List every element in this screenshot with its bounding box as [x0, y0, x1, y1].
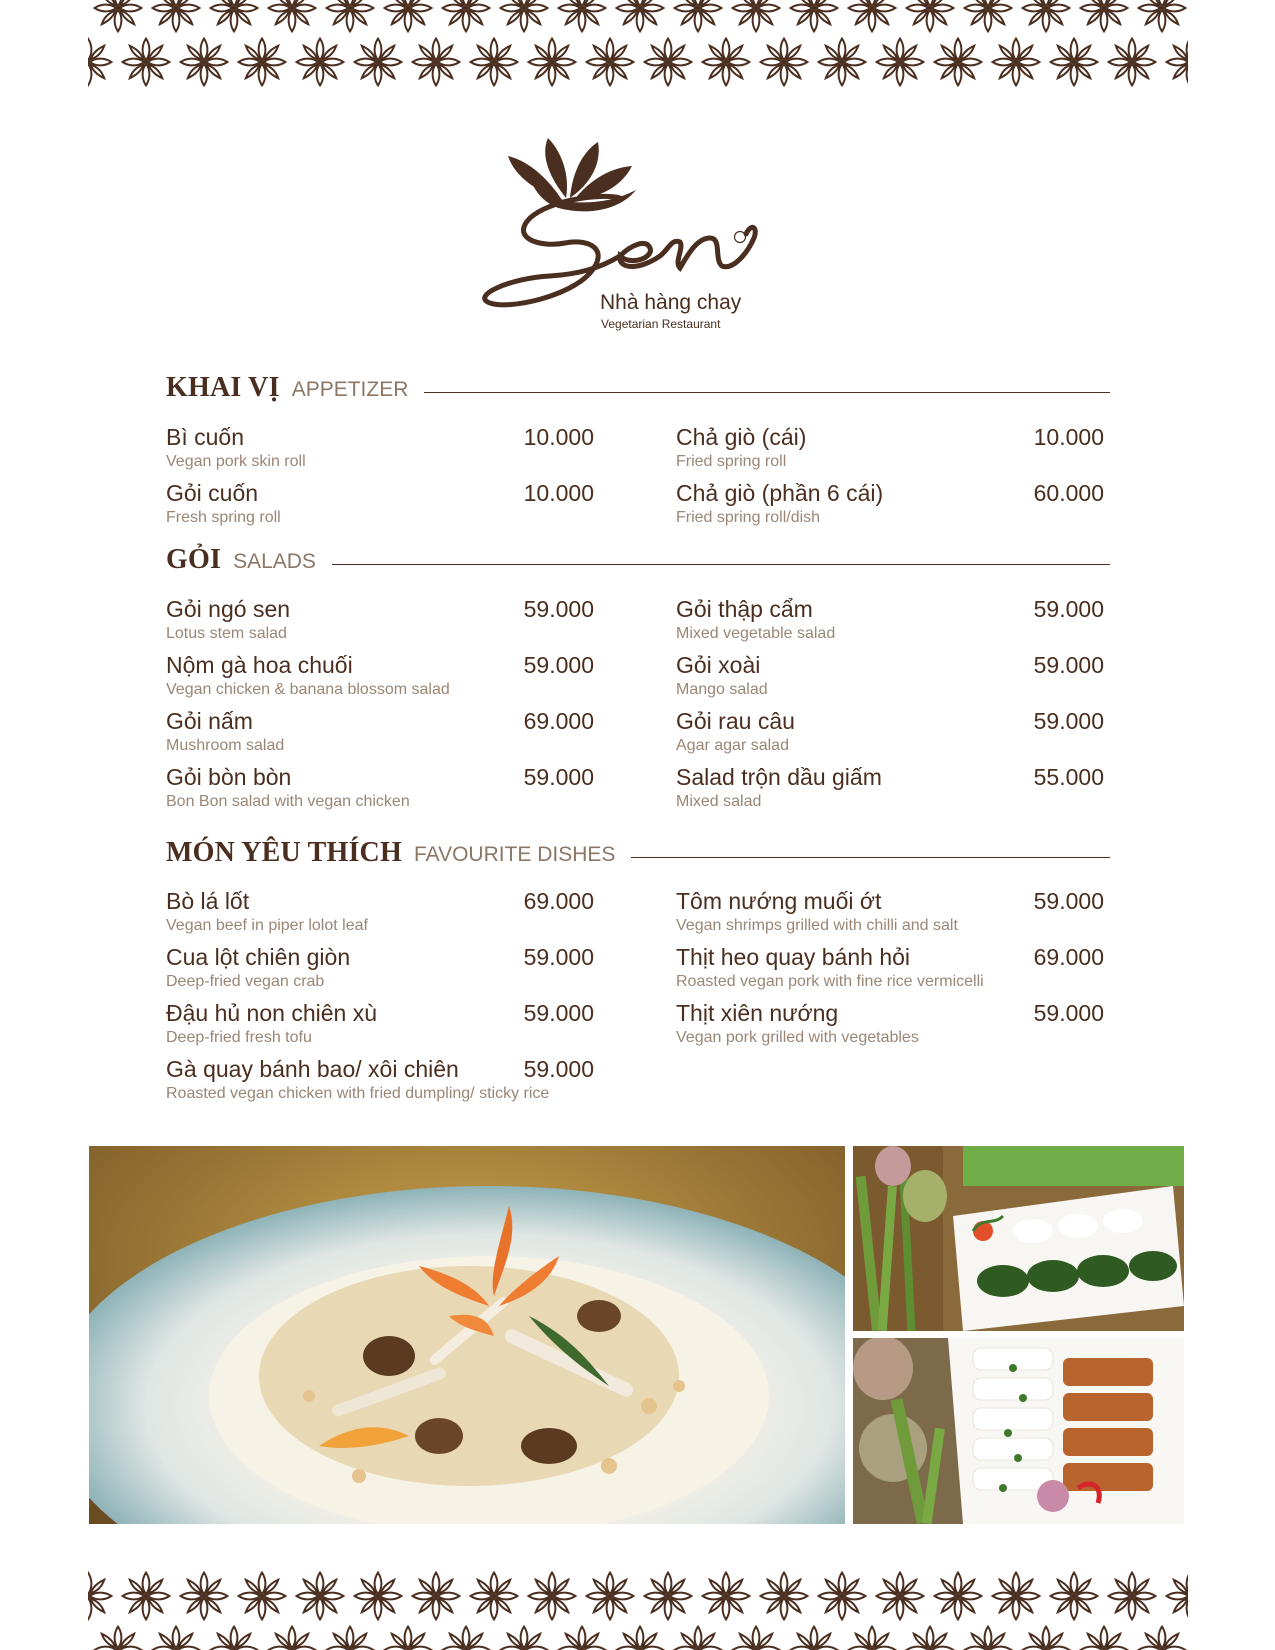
lotus-flower-icon — [703, 1573, 750, 1620]
lotus-flower-icon — [675, 1627, 722, 1650]
lotus-flower-icon — [907, 1627, 954, 1650]
menu-item — [166, 1056, 594, 1110]
lotus-flower-icon — [733, 0, 780, 31]
menu-item-price: 59.000 — [1033, 652, 1104, 678]
menu-item — [676, 764, 1104, 818]
lotus-flower-icon — [211, 1627, 258, 1650]
lotus-flower-icon — [1109, 39, 1156, 86]
menu-item-price: 55.000 — [1033, 764, 1104, 790]
section-title-en: APPETIZER — [291, 378, 409, 401]
menu-item-name: Thịt xiên nướng — [676, 1000, 839, 1026]
menu-item — [166, 944, 594, 998]
section-header-salads — [166, 544, 1110, 580]
menu-item-price: 59.000 — [523, 764, 594, 790]
menu-item-name: Gỏi thập cẩm — [676, 596, 813, 622]
lotus-flower-icon — [501, 0, 548, 31]
lotus-flower-icon — [88, 39, 111, 86]
lotus-flower-icon — [443, 1627, 490, 1650]
lotus-flower-icon — [993, 1573, 1040, 1620]
menu-item-name: Chả giò (phần 6 cái) — [676, 480, 884, 506]
lotus-flower-icon — [1051, 39, 1098, 86]
menu-item-name: Chả giò (cái) — [676, 424, 807, 450]
menu-item-price: 59.000 — [1033, 708, 1104, 734]
menu-item-description: Deep-fried fresh tofu — [166, 1029, 312, 1046]
lotus-flower-icon — [239, 1573, 286, 1620]
menu-item-description: Vegan chicken & banana blossom salad — [166, 681, 450, 698]
leaf-rolls-plate-photo — [853, 1146, 1184, 1331]
lotus-flower-icon — [935, 1573, 982, 1620]
grilled-vegan-pork-plate-photo — [853, 1338, 1184, 1524]
section-divider — [424, 392, 1110, 393]
menu-item-name: Gỏi ngó sen — [166, 596, 291, 622]
menu-item-name: Tôm nướng muối ớt — [676, 888, 882, 914]
lotus-flower-icon — [153, 0, 200, 31]
lotus-flower-icon — [385, 1627, 432, 1650]
lotus-flower-icon — [413, 1573, 460, 1620]
menu-item-description: Vegan shrimps grilled with chilli and salt — [676, 917, 958, 934]
section-divider — [631, 857, 1110, 858]
lotus-flower-icon — [819, 1573, 866, 1620]
menu-item-description: Mixed salad — [676, 793, 762, 810]
menu-item — [676, 888, 1104, 942]
menu-item-description: Roasted vegan pork with fine rice vermicelli — [676, 973, 984, 990]
menu-item — [676, 652, 1104, 706]
lotus-flower-icon — [645, 39, 692, 86]
menu-item-description: Vegan pork skin roll — [166, 453, 306, 470]
menu-item-price: 60.000 — [1033, 480, 1104, 506]
menu-item-description: Vegan beef in piper lolot leaf — [166, 917, 368, 934]
lotus-flower-icon — [327, 0, 374, 31]
menu-item — [166, 424, 594, 478]
logo-subtitle-vn: Nhà hàng chay — [600, 291, 742, 314]
menu-item — [166, 1000, 594, 1054]
menu-item-name: Nộm gà hoa chuối — [166, 652, 353, 678]
lotus-flower-icon — [791, 0, 838, 31]
lotus-flower-icon — [877, 1573, 924, 1620]
lotus-flower-icon — [587, 1573, 634, 1620]
menu-item-name: Bò lá lốt — [166, 888, 250, 914]
menu-item-description: Mushroom salad — [166, 737, 285, 754]
menu-item — [676, 944, 1104, 998]
lotus-flower-icon — [181, 39, 228, 86]
lotus-flower-icon — [559, 1627, 606, 1650]
lotus-flower-icon — [645, 1573, 692, 1620]
lotus-flower-icon — [935, 39, 982, 86]
menu-item-description: Fried spring roll — [676, 453, 787, 470]
lotus-flower-icon — [88, 1573, 111, 1620]
lotus-flower-icon — [791, 1627, 838, 1650]
menu-item-description: Bon Bon salad with vegan chicken — [166, 793, 410, 810]
menu-item — [676, 596, 1104, 650]
section-header-appetizer — [166, 372, 1110, 408]
lotus-flower-icon — [993, 39, 1040, 86]
lotus-flower-icon — [95, 0, 142, 31]
section-title-en: FAVOURITE DISHES — [413, 843, 616, 866]
menu-item-name: Gỏi cuốn — [166, 480, 259, 506]
lotus-flower-icon — [1051, 1573, 1098, 1620]
section-title-vn: KHAI VỊ — [166, 372, 280, 403]
menu-item — [166, 764, 594, 818]
menu-item — [166, 480, 594, 534]
section-title-en: SALADS — [233, 550, 316, 573]
menu-item-name: Thịt heo quay bánh hỏi — [676, 944, 911, 970]
menu-item-description: Vegan pork grilled with vegetables — [676, 1029, 919, 1046]
lotus-flower-icon — [1167, 1573, 1188, 1620]
lotus-flower-icon — [443, 0, 490, 31]
lotus-flower-icon — [675, 0, 722, 31]
menu-item — [166, 652, 594, 706]
lotus-flower-icon — [965, 0, 1012, 31]
menu-item — [166, 596, 594, 650]
menu-item-price: 69.000 — [523, 888, 594, 914]
lotus-flower-icon — [269, 1627, 316, 1650]
lotus-flower-icon — [1139, 1627, 1186, 1650]
menu-item-name: Đậu hủ non chiên xù — [166, 1000, 377, 1026]
menu-item-price: 59.000 — [523, 944, 594, 970]
lotus-flower-icon — [181, 1573, 228, 1620]
lotus-flower-icon — [471, 1573, 518, 1620]
lotus-flower-icon — [559, 0, 606, 31]
lotus-flower-icon — [587, 39, 634, 86]
lotus-flower-icon — [849, 0, 896, 31]
menu-item — [676, 424, 1104, 478]
lotus-flower-icon — [1139, 0, 1186, 31]
lotus-flower-icon — [501, 1627, 548, 1650]
menu-item-price: 59.000 — [523, 652, 594, 678]
lotus-flower-icon — [355, 39, 402, 86]
bottom-lotus-pattern — [88, 1560, 1188, 1650]
menu-item-name: Gỏi xoài — [676, 652, 761, 678]
menu-item — [166, 888, 594, 942]
menu-item-name: Bì cuốn — [166, 424, 244, 450]
menu-item-price: 59.000 — [1033, 888, 1104, 914]
menu-item-price: 59.000 — [523, 596, 594, 622]
section-title-vn: GỎI — [166, 544, 222, 575]
lotus-flower-icon — [617, 0, 664, 31]
lotus-flower-icon — [297, 1573, 344, 1620]
menu-item — [166, 708, 594, 762]
lotus-flower-icon — [1167, 39, 1188, 86]
lotus-flower-icon — [733, 1627, 780, 1650]
menu-item-description: Fried spring roll/dish — [676, 509, 821, 526]
lotus-flower-icon — [239, 39, 286, 86]
restaurant-logo — [470, 138, 800, 338]
menu-item-name: Gà quay bánh bao/ xôi chiên — [166, 1056, 459, 1082]
lotus-flower-icon — [877, 39, 924, 86]
lotus-flower-icon — [1081, 1627, 1128, 1650]
lotus-flower-icon — [761, 1573, 808, 1620]
lotus-flower-icon — [965, 1627, 1012, 1650]
top-lotus-pattern — [88, 0, 1188, 94]
section-title-vn: MÓN YÊU THÍCH — [166, 837, 402, 868]
menu-item-price: 59.000 — [1033, 1000, 1104, 1026]
lotus-flower-icon — [529, 1573, 576, 1620]
lotus-flower-icon — [123, 39, 170, 86]
lotus-flower-icon — [617, 1627, 664, 1650]
menu-item-price: 59.000 — [523, 1056, 594, 1082]
lotus-flower-icon — [1023, 0, 1070, 31]
menu-item-description: Mixed vegetable salad — [676, 625, 836, 642]
menu-item-price: 10.000 — [523, 480, 594, 506]
menu-item-price: 59.000 — [1033, 596, 1104, 622]
lotus-flower-icon — [297, 39, 344, 86]
menu-item-description: Deep-fried vegan crab — [166, 973, 325, 990]
section-header-favourite-dishes — [166, 837, 1110, 873]
menu-item-name: Salad trộn dầu giấm — [676, 764, 882, 790]
section-divider — [332, 564, 1110, 565]
lotus-flower-icon — [849, 1627, 896, 1650]
lotus-flower-icon — [385, 0, 432, 31]
lotus-flower-icon — [211, 0, 258, 31]
lotus-flower-icon — [761, 39, 808, 86]
lotus-flower-icon — [413, 39, 460, 86]
lotus-flower-icon — [1023, 1627, 1070, 1650]
lotus-flower-icon — [153, 1627, 200, 1650]
menu-item-price: 10.000 — [1033, 424, 1104, 450]
menu-item-price: 10.000 — [523, 424, 594, 450]
lotus-flower-icon — [95, 1627, 142, 1650]
menu-item — [676, 480, 1104, 534]
lotus-flower-icon — [123, 1573, 170, 1620]
menu-item-description: Roasted vegan chicken with fried dumpling/ sticky rice — [166, 1085, 550, 1102]
lotus-flower-icon — [471, 39, 518, 86]
menu-item-name: Gỏi nấm — [166, 708, 253, 734]
mushroom-salad-photo — [89, 1146, 845, 1524]
menu-item-name: Cua lột chiên giòn — [166, 944, 351, 970]
menu-item — [676, 708, 1104, 762]
lotus-flower-icon — [529, 39, 576, 86]
menu-item-price: 69.000 — [523, 708, 594, 734]
lotus-flower-icon — [327, 1627, 374, 1650]
menu-item-description: Lotus stem salad — [166, 625, 287, 642]
menu-item-description: Agar agar salad — [676, 737, 789, 754]
lotus-flower-icon — [819, 39, 866, 86]
lotus-flower-icon — [703, 39, 750, 86]
lotus-flower-icon — [355, 1573, 402, 1620]
logo-subtitle-en: Vegetarian Restaurant — [601, 317, 721, 331]
lotus-flower-icon — [269, 0, 316, 31]
lotus-flower-icon — [1081, 0, 1128, 31]
menu-item — [676, 1000, 1104, 1054]
menu-item-description: Mango salad — [676, 681, 768, 698]
menu-item-price: 69.000 — [1033, 944, 1104, 970]
menu-item-name: Gỏi bòn bòn — [166, 764, 292, 790]
menu-item-name: Gỏi rau câu — [676, 708, 795, 734]
menu-item-description: Fresh spring roll — [166, 509, 281, 526]
lotus-flower-icon — [1109, 1573, 1156, 1620]
menu-item-price: 59.000 — [523, 1000, 594, 1026]
lotus-flower-icon — [907, 0, 954, 31]
